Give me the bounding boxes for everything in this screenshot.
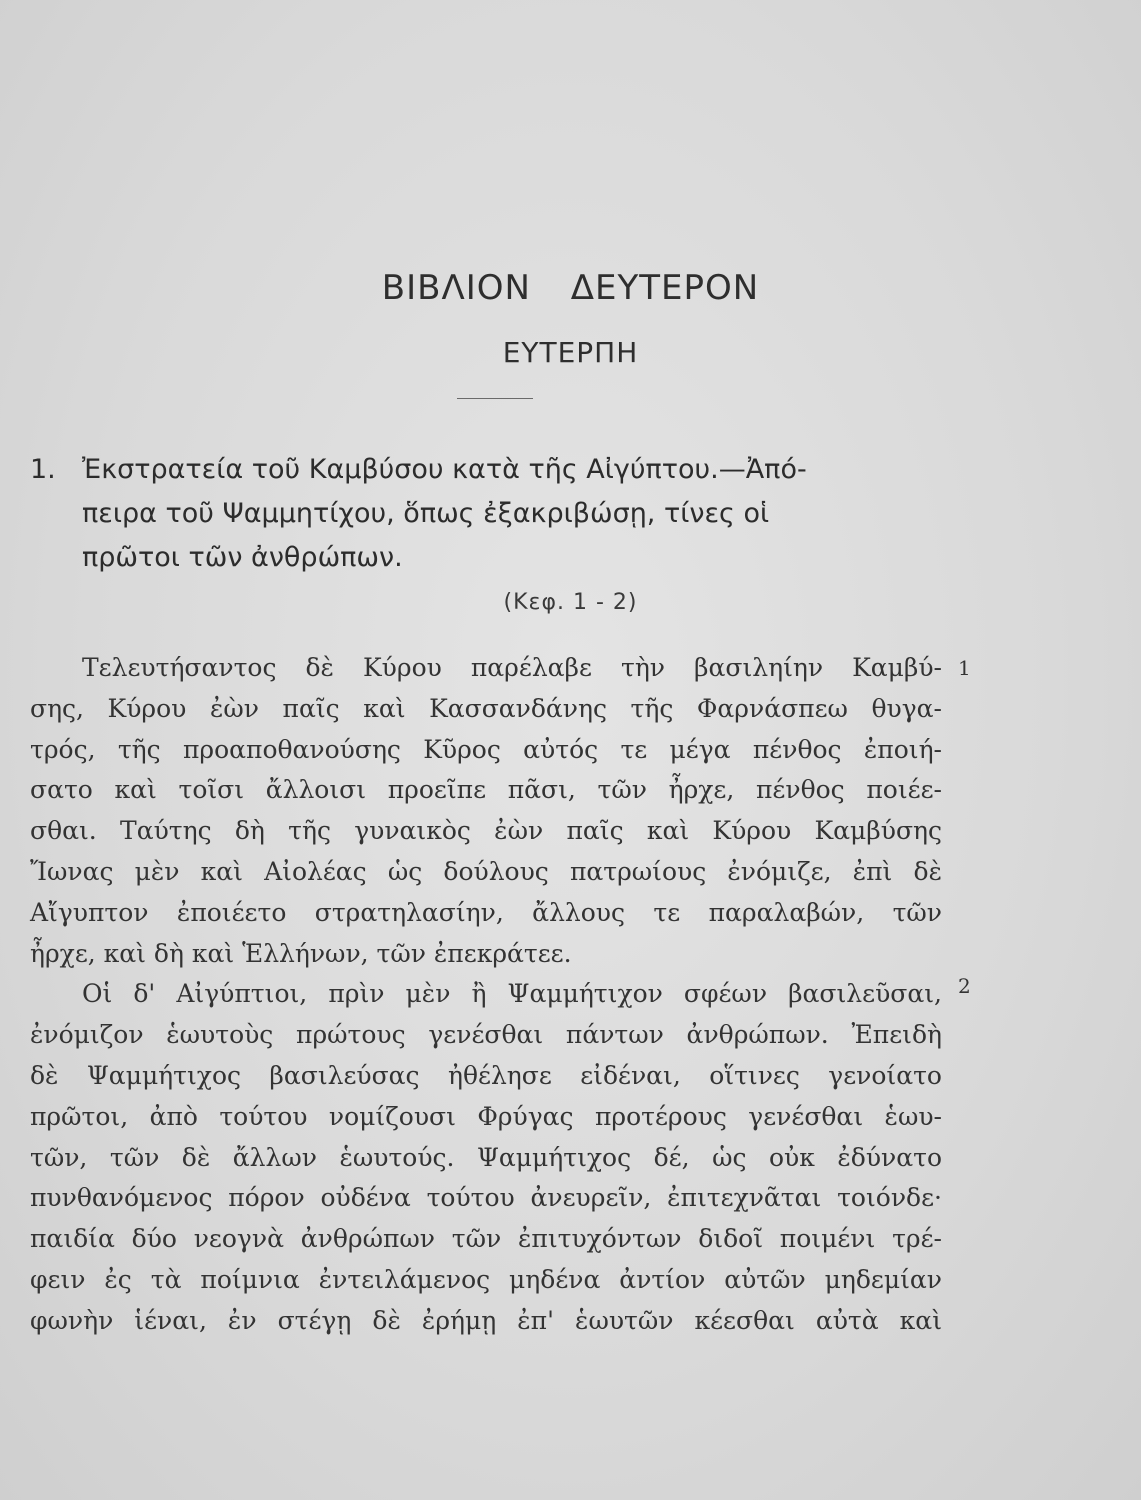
heading-line: Ἐκστρατεία τοῦ Καμβύσου κατὰ τῆς Αἰγύπτου.—Ἀπό- (82, 454, 807, 485)
text-line: πρῶτοι, ἀπὸ τούτου νομίζουσι Φρύγας προτέρους γενέσθαι ἑωυ- (30, 1101, 942, 1131)
text-line: παιδία δύο νεογνὰ ἀνθρώπων τῶν ἐπιτυχόντων διδοῖ ποιμένι τρέ- (30, 1224, 942, 1254)
text-line: φωνὴν ἱέναι, ἐν στέγῃ δὲ ἐρήμῃ ἐπ' ἑωυτῶν κέεσθαι αὐτὰ καὶ (30, 1305, 942, 1335)
text-line: σθαι. Ταύτης δὴ τῆς γυναικὸς ἐὼν παῖς καὶ Κύρου Καμβύσης (30, 816, 942, 846)
text-line: πυνθανόμενος πόρον οὐδένα τούτου ἀνευρεῖν, ἐπιτεχνᾶται τοιόνδε· (30, 1183, 942, 1213)
book-title: ΒΙΒΛΙΟΝ ΔΕΥΤΕΡΟΝ (381, 268, 760, 308)
heading-line: πρῶτοι τῶν ἀνθρώπων. (82, 542, 403, 573)
text-line: τῶν, τῶν δὲ ἄλλων ἑωυτούς. Ψαμμήτιχος δέ, ὡς οὐκ ἐδύνατο (30, 1142, 942, 1172)
text-line: Ἴωνας μὲν καὶ Αἰολέας ὡς δούλους πατρωίους ἐνόμιζε, ἐπὶ δὲ (30, 856, 942, 886)
margin-number: 2 (958, 974, 971, 998)
text-line: φειν ἐς τὰ ποίμνια ἐντειλάμενος μηδένα ἀντίον αὐτῶν μηδεμίαν (30, 1264, 942, 1294)
chapter-reference: (Κεφ. 1 - 2) (503, 590, 638, 615)
section-heading (30, 448, 950, 580)
margin-number: 1 (958, 656, 971, 680)
book-subtitle: ΕΥΤΕΡΠΗ (502, 336, 639, 369)
title-divider (457, 398, 533, 399)
text-line: Αἴγυπτον ἐποιέετο στρατηλασίην, ἄλλους τε παραλαβών, τῶν (30, 897, 942, 927)
text-line: ἦρχε, καὶ δὴ καὶ Ἑλλήνων, τῶν ἐπεκράτεε. (30, 938, 572, 968)
section-number: 1. (30, 454, 56, 485)
text-line: Οἱ δ' Αἰγύπτιοι, πρὶν μὲν ἢ Ψαμμήτιχον σφέων βασιλεῦσαι, (82, 979, 942, 1009)
body-text (30, 648, 942, 1342)
text-line: σατο καὶ τοῖσι ἄλλοισι προεῖπε πᾶσι, τῶν ἦρχε, πένθος ποιέε- (30, 775, 942, 805)
text-line: σης, Κύρου ἐὼν παῖς καὶ Κασσανδάνης τῆς Φαρνάσπεω θυγα- (30, 693, 942, 723)
text-line: Τελευτήσαντος δὲ Κύρου παρέλαβε τὴν βασιληίην Καμβύ- (82, 653, 942, 682)
text-line: τρός, τῆς προαποθανούσης Κῦρος αὐτός τε μέγα πένθος ἐποιή- (30, 734, 942, 764)
text-line: ἐνόμιζον ἑωυτοὺς πρώτους γενέσθαι πάντων ἀνθρώπων. Ἐπειδὴ (30, 1020, 942, 1050)
text-line: δὲ Ψαμμήτιχος βασιλεύσας ἠθέλησε εἰδέναι, οἵτινες γενοίατο (30, 1060, 942, 1090)
heading-line: πειρα τοῦ Ψαμμητίχου, ὅπως ἐξακριβώσῃ, τίνες οἱ (82, 498, 770, 529)
